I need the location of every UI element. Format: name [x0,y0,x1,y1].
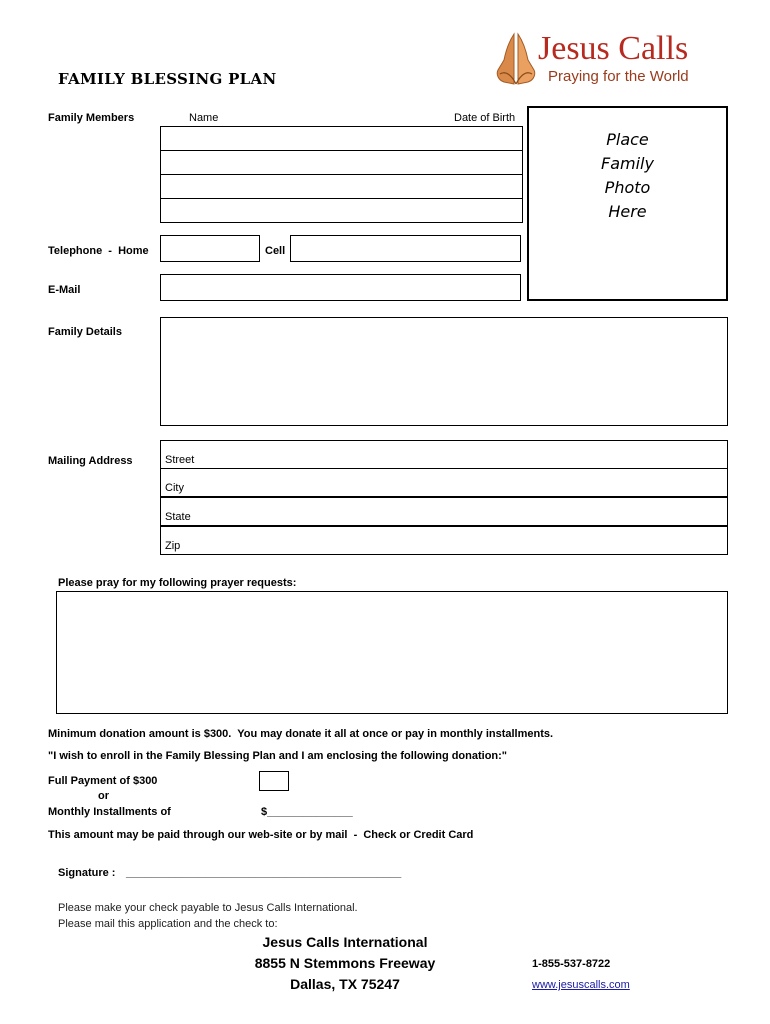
cell-field[interactable] [290,235,521,262]
website-link[interactable]: www.jesuscalls.com [532,979,630,991]
prayer-requests-label: Please pray for my following prayer requests: [58,577,297,589]
mailing-address-label: Mailing Address [48,455,133,467]
prayer-requests-field[interactable] [56,591,728,714]
minimum-donation-text: Minimum donation amount is $300. You may donate it all at once or pay in monthly installments. [48,728,554,740]
signature-label: Signature : [58,867,116,879]
org-city: Dallas, TX 75247 [290,976,400,992]
or-label: or [98,790,109,802]
zip-label: Zip [165,540,181,552]
family-members-label: Family Members [48,112,135,124]
logo-name: Jesus Calls [538,30,689,67]
family-member-row-2[interactable] [160,150,523,175]
photo-text-line4: Here [608,202,647,221]
photo-text-line1: Place [606,130,649,149]
logo-tagline: Praying for the World [548,68,689,85]
family-member-row-4[interactable] [160,198,523,223]
signature-line[interactable]: _____________________________________________ [126,867,402,879]
instruction-mail-to: Please mail this application and the check to: [58,918,278,930]
logo [492,30,732,90]
city-label: City [165,482,184,494]
form-title: FAMILY BLESSING PLAN [58,70,277,88]
telephone-home-label: Telephone - Home [48,245,149,257]
org-name: Jesus Calls International [262,934,428,950]
zip-field[interactable] [160,526,728,555]
name-column-header: Name [189,112,219,124]
family-details-label: Family Details [48,326,122,338]
full-payment-label: Full Payment of $300 [48,775,158,787]
monthly-amount-field[interactable]: $______________ [261,806,353,818]
email-field[interactable] [160,274,521,301]
photo-text-line2: Family [601,154,654,173]
full-payment-checkbox[interactable] [259,771,289,791]
state-field[interactable] [160,497,728,526]
mailing-address-block [240,932,450,995]
family-member-row-1[interactable] [160,126,523,151]
monthly-installments-label: Monthly Installments of [48,806,171,818]
family-member-row-3[interactable] [160,174,523,199]
city-field[interactable] [160,468,728,497]
enroll-statement: "I wish to enroll in the Family Blessing Plan and I am enclosing the following donation:" [48,750,508,762]
email-label: E-Mail [48,284,81,296]
instruction-check-payable: Please make your check payable to Jesus Calls International. [58,902,358,914]
family-details-field[interactable] [160,317,728,426]
payment-method-note: This amount may be paid through our web-site or by mail - Check or Credit Card [48,829,474,841]
family-photo-box[interactable] [527,106,728,301]
praying-hands-icon [492,30,540,86]
street-field[interactable] [160,440,728,469]
street-label: Street [165,454,195,466]
dob-column-header: Date of Birth [454,112,516,124]
phone-number: 1-855-537-8722 [532,958,611,970]
cell-label: Cell [265,245,286,257]
photo-text-line3: Photo [604,178,651,197]
telephone-home-field[interactable] [160,235,260,262]
org-street: 8855 N Stemmons Freeway [254,955,436,971]
state-label: State [165,511,191,523]
